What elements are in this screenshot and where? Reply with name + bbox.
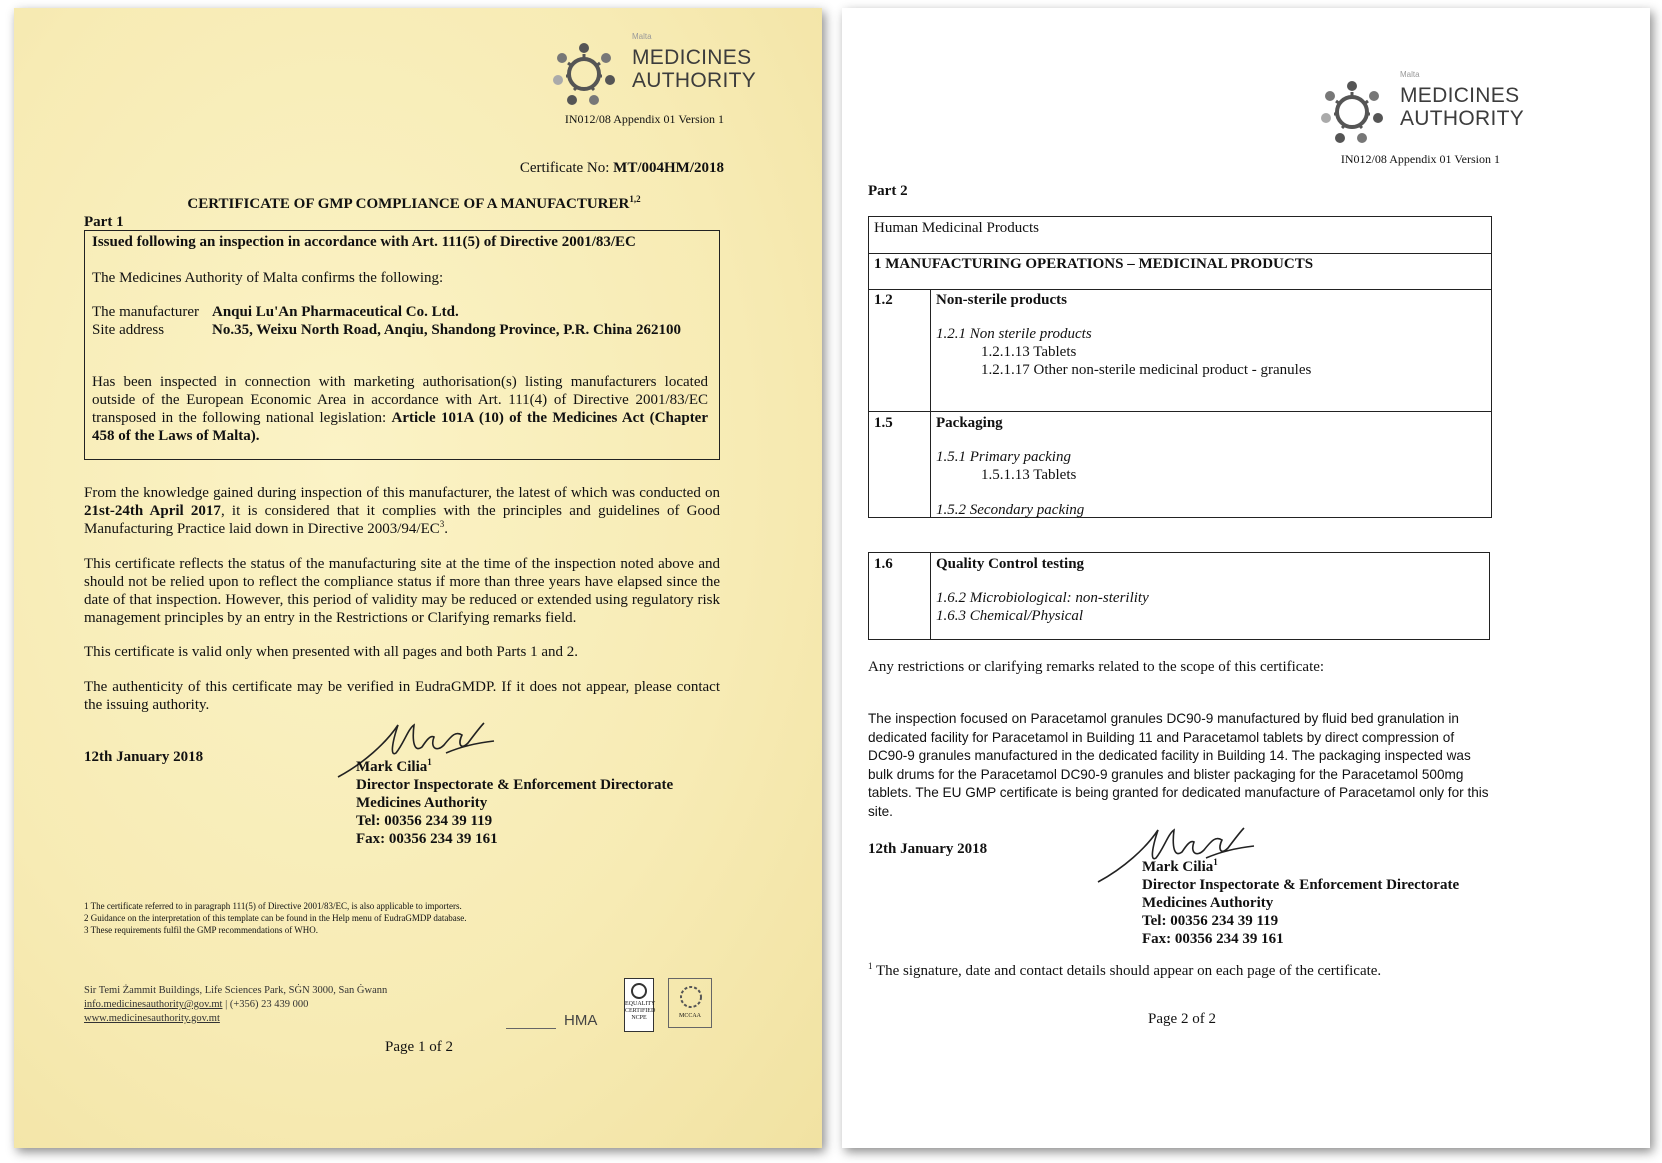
- authenticity-paragraph: The authenticity of this certificate may be verified in EudraGMDP. If it does not appear, please contact the issuing authority.: [84, 679, 720, 713]
- footnote-2: 2 Guidance on the interpretation of this template can be found in the Help menu of EudraGMDP database.: [84, 913, 467, 923]
- pages-paragraph: This certificate is valid only when presented with all pages and both Parts 1 and 2.: [84, 644, 579, 660]
- row-sub-secondary-packing: 1.5.2 Secondary packing: [936, 502, 1085, 518]
- logo-country: Malta: [1400, 70, 1420, 79]
- qc-title: Quality Control testing: [936, 556, 1085, 572]
- signatory-sup: 1: [427, 757, 432, 767]
- row-item-packing-tablets: 1.5.1.13 Tablets: [981, 467, 1077, 483]
- signatory-fax: Fax: 00356 234 39 161: [1142, 931, 1284, 947]
- site-label: Site address: [92, 322, 165, 338]
- confirms-statement: The Medicines Authority of Malta confirms the following:: [92, 270, 444, 286]
- logo-line1: MEDICINES: [1400, 84, 1520, 107]
- authority-address: [84, 984, 504, 1026]
- page-number-2: Page 2 of 2: [1148, 1011, 1216, 1027]
- column-divider: [930, 289, 931, 517]
- signatory-tel: Tel: 00356 234 39 119: [1142, 913, 1279, 929]
- inspection-legislation: Article 101A (10) of the Medicines Act (Chapter 458 of the Laws of Malta).: [92, 410, 709, 444]
- row-num-1-2: 1.2: [874, 292, 893, 308]
- mccaa-seal-icon: [679, 985, 703, 1009]
- certificate-page-1: [14, 8, 822, 1148]
- row-title-packaging: Packaging: [936, 415, 1003, 431]
- mccaa-badge: [668, 978, 712, 1028]
- section-title: 1 MANUFACTURING OPERATIONS – MEDICINAL PRODUCTS: [874, 256, 1314, 272]
- signatory-block-2: [1142, 858, 1459, 948]
- signatory-role: Director Inspectorate & Enforcement Directorate: [356, 777, 674, 793]
- cert-no-value: MT/004HM/2018: [613, 160, 724, 176]
- row-sub-non-sterile: 1.2.1 Non sterile products: [936, 326, 1092, 342]
- part1-label: Part 1: [84, 214, 124, 230]
- inspection-box: [84, 230, 720, 460]
- partner-logo: [506, 1016, 556, 1029]
- part2-label: Part 2: [868, 183, 908, 199]
- email-link[interactable]: info.medicinesauthority@gov.mt: [84, 999, 223, 1010]
- validity-paragraph: This certificate reflects the status of the manufacturing site at the time of the inspection noted above and should not be relied upon to reflect the compliance status if more than three years have elapsed since the date of that inspection. However, this period of validity may be reduced or extended using regulatory risk management principles by an entry in the Restrictions or Clarifying remarks field.: [84, 556, 720, 626]
- remarks-label: Any restrictions or clarifying remarks related to the scope of this certificate:: [868, 659, 1325, 675]
- row-title-non-sterile: Non-sterile products: [936, 292, 1067, 308]
- equality-badge-text: EQUALITY CERTIFIED NCPE: [625, 1001, 656, 1021]
- para1-text-b: , it is considered that it complies with the principles and guidelines of Good Manufacturing Practice laid down in Directive 2003/94/EC: [84, 503, 720, 537]
- footnote-num: 1: [868, 961, 873, 971]
- doc-reference-2: IN012/08 Appendix 01 Version 1: [1340, 152, 1500, 166]
- para1-text-a: From the knowledge gained during inspection of this manufacturer, the latest of which was conducted on: [84, 485, 720, 501]
- logo-line2: AUTHORITY: [1400, 107, 1525, 130]
- table-divider: [869, 253, 1491, 254]
- footnote-text: The signature, date and contact details should appear on each page of the certificate.: [875, 963, 1382, 979]
- inspection-text: Has been inspected in connection with marketing authorisation(s) listing manufacturers located outside of the European Economic Area in accordance with Art. 111(4) of Directive 2001/83/EC transposed in the following national legislation:: [92, 374, 708, 426]
- signature-footnote: [868, 962, 1498, 980]
- signatory-org: Medicines Authority: [1142, 895, 1274, 911]
- website-link[interactable]: www.medicinesauthority.gov.mt: [84, 1013, 220, 1024]
- signatory-name: Mark Cilia: [356, 759, 428, 775]
- medicines-authority-logo: [544, 32, 757, 106]
- authority-emblem-icon: [1312, 74, 1392, 150]
- signatory-fax: Fax: 00356 234 39 161: [356, 831, 498, 847]
- mccaa-badge-text: MCCAA: [678, 1013, 701, 1019]
- site-address: No.35, Weixu North Road, Anqiu, Shandong Province, P.R. China 262100: [212, 322, 681, 338]
- footnote-3: 3 These requirements fulfil the GMP recommendations of WHO.: [84, 925, 319, 935]
- signatory-org: Medicines Authority: [356, 795, 488, 811]
- row-item-tablets: 1.2.1.13 Tablets: [981, 344, 1077, 360]
- compliance-paragraph: From the knowledge gained during inspection of this manufacturer, the latest of which was conducted on 21st-24th April 2017, it is considered that it complies with the principles and guidelines of Good Manufacturing Practice laid down in Directive $2003/94/EC^3$.: [84, 485, 720, 537]
- row-sub-primary-packing: 1.5.1 Primary packing: [936, 449, 1071, 465]
- para1-sup: 3: [439, 519, 445, 529]
- signatory-role: Director Inspectorate & Enforcement Directorate: [1142, 877, 1460, 893]
- certificate-number: [424, 160, 724, 177]
- row-item-granules: 1.2.1.17 Other non-sterile medicinal product - granules: [981, 362, 1312, 378]
- column-divider: [930, 553, 931, 639]
- qc-table: [868, 552, 1490, 640]
- footnote-1: 1 The certificate referred to in paragraph 111(5) of Directive 2001/83/EC, is also applicable to importers.: [84, 901, 462, 911]
- signatory-sup: 1: [1213, 857, 1218, 867]
- qc-item-microbiological: 1.6.2 Microbiological: non-sterility: [936, 590, 1149, 606]
- table-divider: [869, 289, 1491, 290]
- qc-item-chemical: 1.6.3 Chemical/Physical: [936, 608, 1084, 624]
- signatory-block: [356, 758, 673, 848]
- address-line: Sir Temi Żammit Buildings, Life Sciences Park, SĠN 3000, San Ġwann: [84, 985, 388, 996]
- title-text: CERTIFICATE OF GMP COMPLIANCE OF A MANUFACTURER: [187, 196, 630, 212]
- logo-line1: MEDICINES: [632, 46, 752, 69]
- manufacturer-name: Anqui Lu'An Pharmaceutical Co. Ltd.: [212, 304, 459, 320]
- row-num-1-5: 1.5: [874, 415, 893, 431]
- signatory-tel: Tel: 00356 234 39 119: [356, 813, 493, 829]
- logo-line2: AUTHORITY: [632, 69, 757, 92]
- footnotes: [84, 900, 704, 936]
- issue-date: 12th January 2018: [84, 749, 204, 765]
- issued-statement: Issued following an inspection in accordance with Art. 111(5) of Directive 2001/83/EC: [92, 234, 636, 250]
- certificate-title: [104, 196, 724, 213]
- equality-certified-badge: [624, 978, 654, 1032]
- remarks-text: The inspection focused on Paracetamol granules DC90-9 manufactured by fluid bed granulation in dedicated facility for Paracetamol in Building 11 and Paracetamol tablets by direct compression of DC90-9 granules manufactured in the dedicated facility in Building 14. The packaging inspected was bulk drums for the Paracetamol DC90-9 granules and blister packaging for the Paracetamol 500mg tablets. The EU GMP certificate is being granted for dedicated manufacture of Paracetamol only for this site.: [868, 711, 1489, 819]
- inspection-statement: [92, 373, 708, 445]
- cert-no-label: Certificate No:: [519, 160, 610, 176]
- equality-icon: [631, 983, 647, 999]
- qc-num: 1.6: [874, 556, 893, 572]
- inspection-date: 21st-24th April 2017: [84, 503, 221, 519]
- product-type: Human Medicinal Products: [874, 220, 1039, 236]
- table-divider: [869, 411, 1491, 412]
- certificate-page-2: [842, 8, 1650, 1148]
- phone-text: | (+356) 23 439 000: [225, 999, 309, 1010]
- doc-reference: IN012/08 Appendix 01 Version 1: [564, 112, 724, 126]
- signatory-name: Mark Cilia: [1142, 859, 1214, 875]
- medicines-authority-logo-2: [1312, 70, 1525, 144]
- manufacturer-label: The manufacturer: [92, 304, 200, 320]
- logo-country: Malta: [632, 32, 652, 41]
- hma-logo: HMA: [564, 1012, 598, 1029]
- title-sup: 1,2: [629, 194, 641, 204]
- authority-emblem-icon: [544, 36, 624, 112]
- page-number-1: Page 1 of 2: [385, 1039, 453, 1055]
- issue-date-2: 12th January 2018: [868, 841, 988, 857]
- operations-table: [868, 216, 1492, 518]
